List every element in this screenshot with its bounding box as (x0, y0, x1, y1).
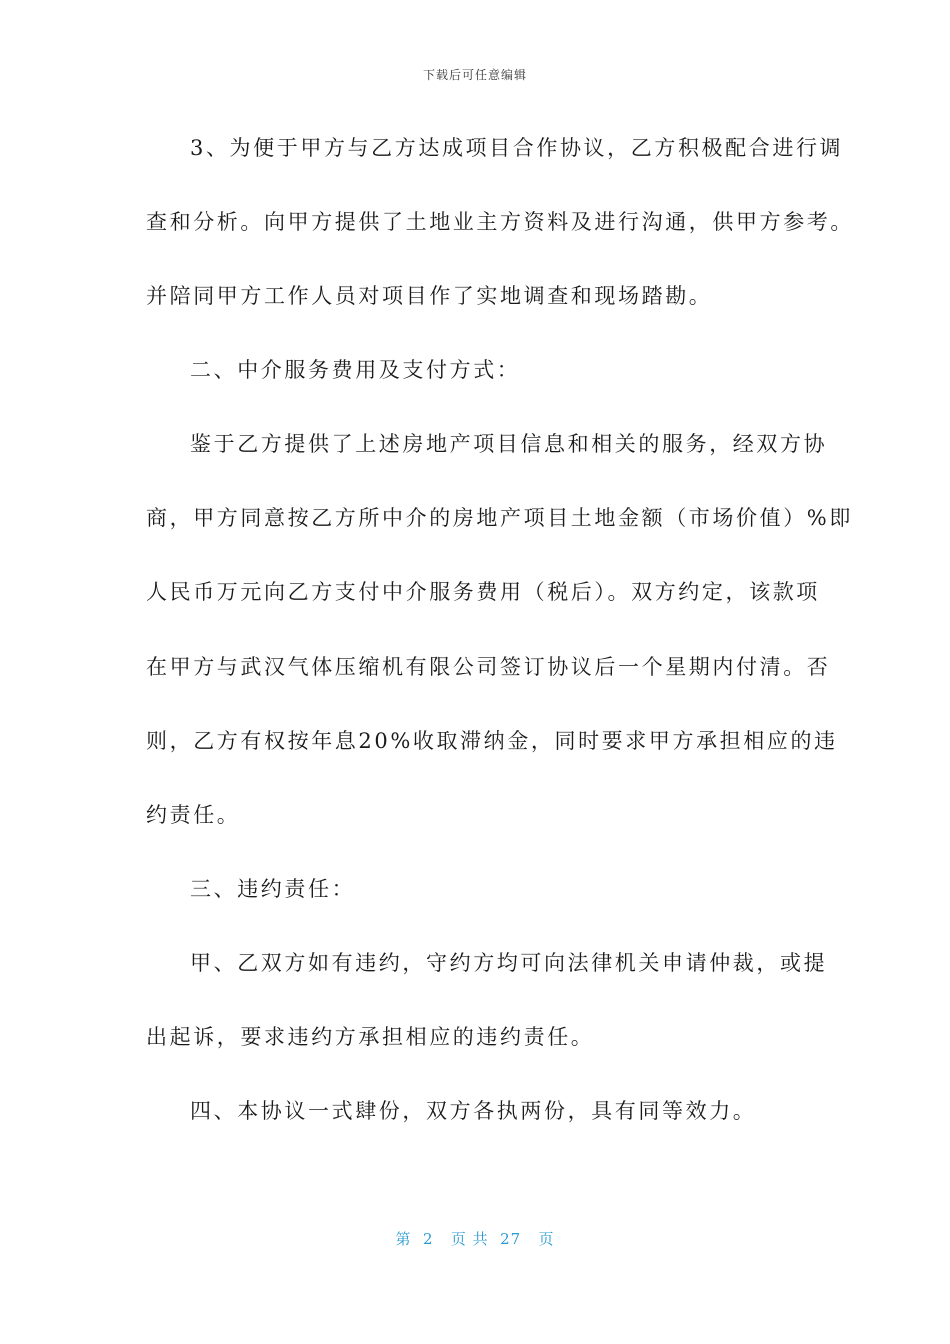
paragraph-line: 人民币万元向乙方支付中介服务费用（税后）。双方约定，该款项 (146, 580, 820, 604)
section-heading: 三、违约责任： (190, 877, 356, 901)
paragraph-line: 在甲方与武汉气体压缩机有限公司签订协议后一个星期内付清。否 (146, 655, 831, 679)
paragraph-line: 约责任。 (146, 803, 241, 827)
header-note: 下载后可任意编辑 (422, 68, 527, 82)
paragraph-line: 出起诉，要求违约方承担相应的违约责任。 (146, 1025, 595, 1049)
paragraph-line: 商，甲方同意按乙方所中介的房地产项目土地金额（市场价值）%即 (146, 506, 853, 530)
paragraph-line: 3、为便于甲方与乙方达成项目合作协议，乙方积极配合进行调 (190, 136, 844, 160)
section-heading: 二、中介服务费用及支付方式： (190, 358, 521, 382)
paragraph-line: 并陪同甲方工作人员对项目作了实地调查和现场踏勘。 (146, 284, 713, 308)
paragraph-line: 查和分析。向甲方提供了土地业主方资料及进行沟通，供甲方参考。 (146, 210, 854, 234)
paragraph-line: 则，乙方有权按年息20%收取滞纳金，同时要求甲方承担相应的违 (146, 729, 838, 753)
paragraph-line: 鉴于乙方提供了上述房地产项目信息和相关的服务，经双方协 (190, 432, 828, 456)
paragraph-line: 四、本协议一式肆份，双方各执两份，具有同等效力。 (190, 1099, 757, 1123)
page-number: 第 2 页 共 27 页 (395, 1230, 555, 1248)
paragraph-line: 甲、乙双方如有违约，守约方均可向法律机关申请仲裁，或提 (190, 951, 828, 975)
